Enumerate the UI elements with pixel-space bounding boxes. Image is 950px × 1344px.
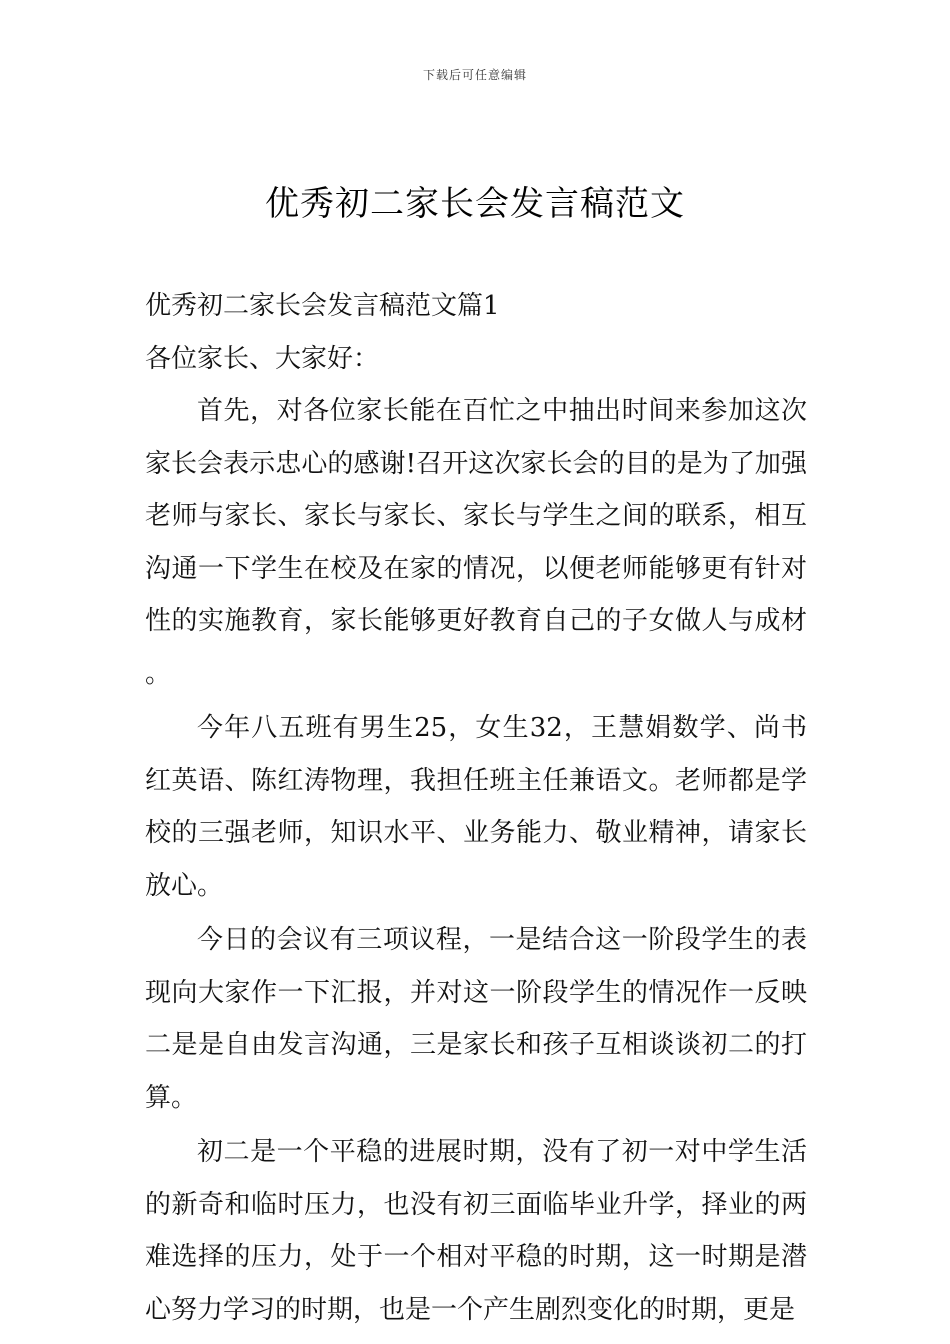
paragraph-2: 今年八五班有男生25，女生32，王慧娟数学、尚书红英语、陈红涛物理，我担任班主任兼语文。老师都是学校的三强老师，知识水平、业务能力、敬业精神，请家长放心。 [145, 713, 807, 901]
paragraph-1: 首先，对各位家长能在百忙之中抽出时间来参加这次家长会表示忠心的感谢!召开这次家长会的目的是为了加强老师与家长、家长与家长、家长与学生之间的联系，相互沟通一下学生在校及在家的情况，以便老师能够更有针对性的实施教育，家长能够更好教育自己的子女做人与成材。 [145, 396, 807, 689]
greeting: 各位家长、大家好： [145, 343, 380, 374]
section-heading: 优秀初二家长会发言稿范文篇1 [145, 291, 500, 321]
document-body [145, 280, 807, 1336]
header-note: 下载后可任意编辑 [422, 68, 527, 82]
paragraph-4: 初二是一个平稳的进展时期，没有了初一对中学生活的新奇和临时压力，也没有初三面临毕业升学，择业的两难选择的压力，处于一个相对平稳的时期，这一时期是潜心努力学习的时期，也是一个产生剧烈变化的时期，更是 [145, 1137, 807, 1325]
paragraph-3: 今日的会议有三项议程，一是结合这一阶段学生的表现向大家作一下汇报，并对这一阶段学生的情况作一反映二是是自由发言沟通，三是家长和孩子互相谈谈初二的打算。 [145, 925, 807, 1113]
document-title: 优秀初二家长会发言稿范文 [265, 184, 685, 224]
